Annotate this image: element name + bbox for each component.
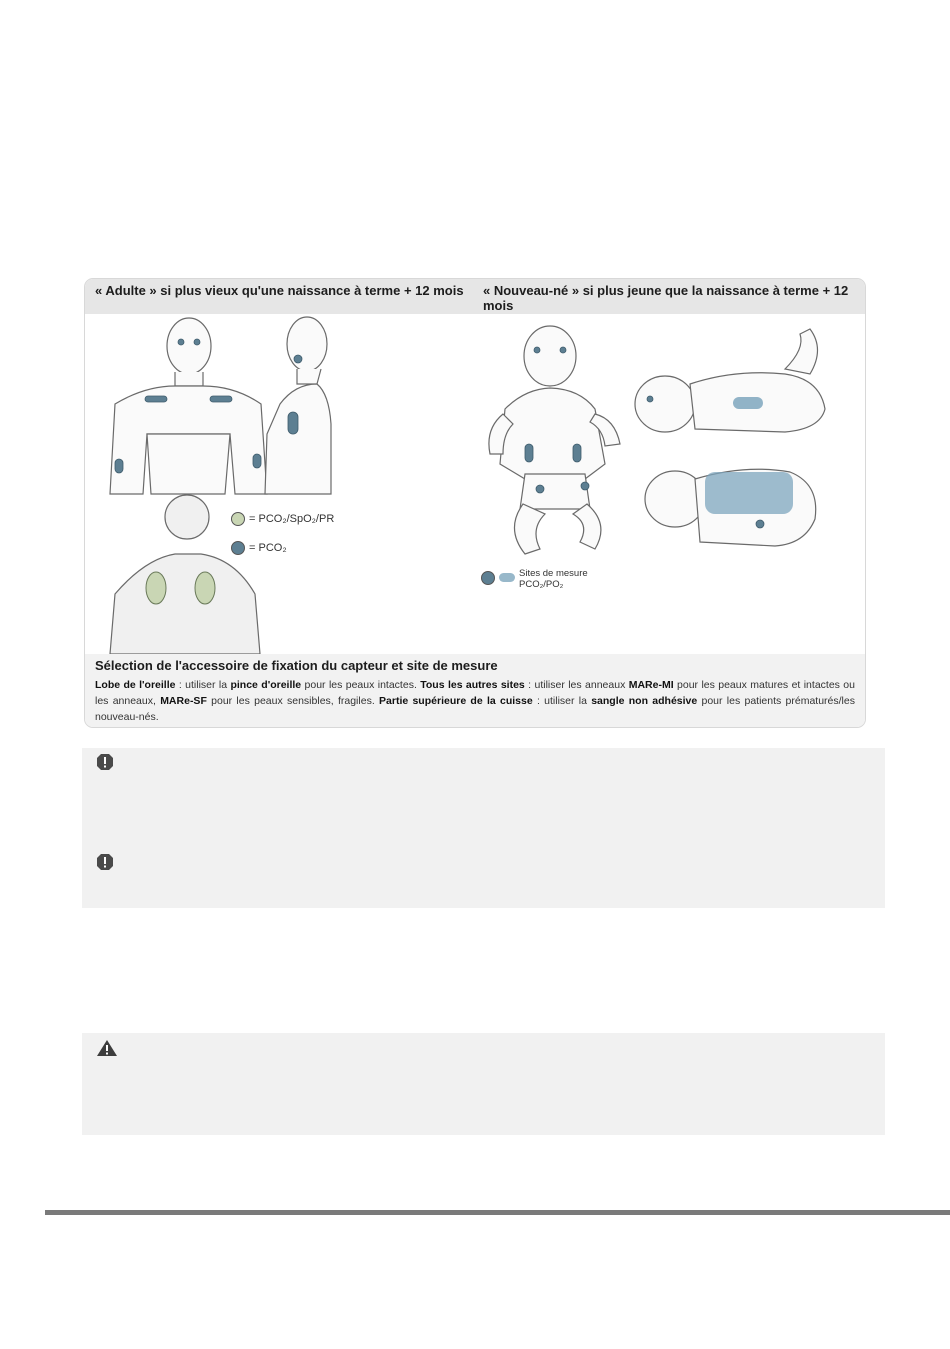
body-illustrations (85, 314, 865, 654)
green-dot-icon (231, 512, 245, 526)
warning-triangle-icon (96, 1039, 118, 1057)
measurement-sites-figure (84, 278, 866, 728)
blue-dot-icon (481, 571, 495, 585)
newborn-heading: « Nouveau-né » si plus jeune que la naissance à terme + 12 mois (483, 283, 849, 313)
newborn-front-figure (489, 326, 620, 554)
warning-box (82, 1033, 885, 1135)
legend-newborn: Sites de mesure PCO₂/PO₂ (481, 568, 588, 590)
footer-text: Lobe de l'oreille : utiliser la pince d'oreille pour les peaux intactes. Tous les autres sites : utiliser les anneaux MARe-MI pour les peaux matures et intactes ou les anneaux, MARe-SF pour les peaux sensibles, fragiles. Partie supérieure de la cuisse : utiliser la sangle non adhésive pour les patients prématurés/les nouveau-nés. (95, 679, 855, 723)
figure-header (85, 279, 865, 314)
legend-blue: = PCO₂ (231, 541, 287, 555)
footer-title: Sélection de l'accessoire de fixation du capteur et site de mesure (95, 658, 498, 673)
adult-heading: « Adulte » si plus vieux qu'une naissance à terme + 12 mois (95, 283, 464, 298)
exclamation-icon (96, 753, 114, 771)
newborn-thigh-site (733, 397, 763, 409)
blue-dot-icon (231, 541, 245, 555)
blurred-site-icon (499, 573, 515, 582)
figure-footer (85, 654, 865, 727)
newborn-back-site (705, 472, 793, 514)
footer-divider (45, 1210, 950, 1215)
legend-green: = PCO₂/SpO₂/PR (231, 512, 334, 526)
exclamation-icon (96, 853, 114, 871)
newborn-side-figure (635, 329, 825, 432)
note-box (82, 748, 885, 908)
adult-side-figure (265, 317, 331, 494)
adult-front-figure (110, 318, 267, 494)
